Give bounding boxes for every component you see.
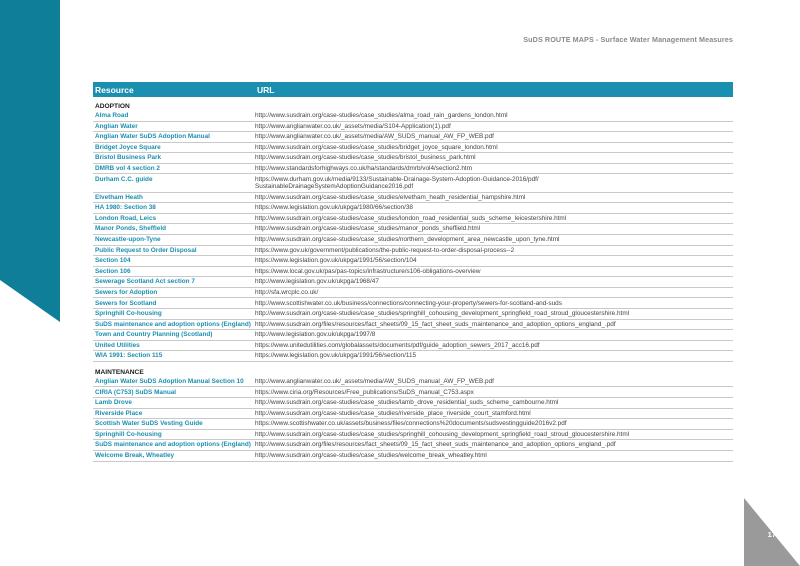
- resource-name: WIA 1991: Section 115: [95, 352, 163, 360]
- resource-url-link[interactable]: http://www.susdrain.org/case-studies/case_studies/riverside_place_riverside_court_stamford.html: [255, 409, 531, 417]
- resource-url-link[interactable]: https://www.durham.gov.uk/media/9133/Sustainable-Drainage-System-Adoption-Guidance-2016/pdf/: [255, 175, 539, 183]
- table-row: [93, 267, 733, 278]
- resource-name: Bridget Joyce Square: [95, 143, 161, 151]
- resource-url-cell: [255, 441, 733, 449]
- resource-url-cell: [255, 154, 733, 162]
- resource-url-link[interactable]: https://www.legislation.gov.uk/ukpga/1991/56/section/115: [255, 352, 417, 360]
- resource-url-cell: [255, 342, 733, 350]
- resource-url-link[interactable]: http://www.anglianwater.co.uk/_assets/media/AW_SUDS_manual_AW_FP_WEB.pdf: [255, 377, 494, 385]
- resource-name: Anglian Water: [95, 122, 138, 130]
- table-row: [93, 143, 733, 154]
- resource-table: [93, 82, 733, 462]
- resource-url-link[interactable]: http://www.susdrain.org/case-studies/case_studies/lamb_drove_residential_suds_scheme_cambourne.html: [255, 399, 559, 407]
- table-row: [93, 430, 733, 441]
- resource-url-cell: [255, 410, 733, 418]
- resource-url-link[interactable]: http://www.susdrain.org/case-studies/case_studies/alma_road_rain_gardens_london.html: [255, 112, 508, 120]
- resource-name: Sewers for Scotland: [95, 299, 157, 307]
- resource-name: Manor Ponds, Sheffield: [95, 225, 167, 233]
- resource-url-cell: [255, 236, 733, 244]
- resource-url-link[interactable]: http://www.susdrain.org/case-studies/case_studies/bridget_joyce_square_london.html: [255, 143, 498, 151]
- resource-url-link[interactable]: https://www.legislation.gov.uk/ukpga/1980/66/section/38: [255, 204, 413, 212]
- resource-url-cell: [255, 204, 733, 212]
- resource-name: SuDS maintenance and adoption options (England): [95, 441, 251, 449]
- resource-name: SuDS maintenance and adoption options (England): [95, 320, 251, 328]
- table-row: [93, 246, 733, 257]
- table-row: [93, 398, 733, 409]
- table-row: [93, 153, 733, 164]
- column-header-resource: Resource: [95, 84, 134, 95]
- resource-name: Bristol Business Park: [95, 154, 162, 162]
- table-row: [93, 111, 733, 122]
- resource-name: Anglian Water SuDS Adoption Manual Section 10: [95, 377, 244, 385]
- resource-url-link[interactable]: https://www.local.gov.uk/pas/pas-topics/infrastructure/s106-obligations-overview: [255, 267, 481, 275]
- resource-name: CIRIA (C753) SuDS Manual: [95, 388, 177, 396]
- resource-url-link[interactable]: http://www.susdrain.org/case-studies/case_studies/london_road_residential_suds_scheme_leicestershire.html: [255, 214, 567, 222]
- resource-url-cell: [255, 268, 733, 276]
- resource-url-link[interactable]: http://www.susdrain.org/files/resources/fact_sheets/09_15_fact_sheet_suds_maintenance_and_adoption_options_england_.pdf: [255, 320, 616, 328]
- adoption-rows: [93, 111, 733, 362]
- resource-url-link[interactable]: http://www.legislation.gov.uk/ukpga/1997/8: [255, 331, 376, 339]
- resource-url-link[interactable]: http://www.legislation.gov.uk/ukpga/1968/47: [255, 278, 379, 286]
- resource-name: Elvetham Heath: [95, 193, 143, 201]
- table-row: [93, 132, 733, 143]
- resource-url-link[interactable]: http://www.scottishwater.co.uk/business/connections/connecting-your-property/sewers-for-scotland-and-suds: [255, 299, 562, 307]
- resource-name: Section 106: [95, 267, 131, 275]
- resource-url-cell: [255, 225, 733, 233]
- resource-name: Scottish Water SuDS Vesting Guide: [95, 420, 203, 428]
- resource-url-link[interactable]: https://www.legislation.gov.uk/ukpga/1991/56/section/104: [255, 257, 417, 265]
- resource-name: Alma Road: [95, 112, 129, 120]
- resource-name: Springhill Co-housing: [95, 310, 162, 318]
- resource-name: Riverside Place: [95, 409, 143, 417]
- resource-url-link[interactable]: http://sfa.wrcplc.co.uk/: [255, 288, 319, 296]
- resource-name: DMRB vol 4 section 2: [95, 164, 160, 172]
- resource-url-cell: [255, 399, 733, 407]
- resource-url-link[interactable]: http://www.susdrain.org/case-studies/case_studies/welcome_break_wheatley.html: [255, 452, 487, 460]
- resource-name: Sewerage Scotland Act section 7: [95, 278, 195, 286]
- resource-url-link[interactable]: https://www.unitedutilities.com/globalassets/documents/pdf/guide_adoption_sewers_2017_acc16.pdf: [255, 341, 540, 349]
- resource-name: Welcome Break, Wheatley: [95, 452, 175, 460]
- resource-url-cell: [255, 452, 733, 460]
- resource-url-cell: [255, 144, 733, 152]
- resource-url-link[interactable]: https://www.ciria.org/Resources/Free_publications/SuDS_manual_C753.aspx: [255, 388, 474, 396]
- table-row: [93, 214, 733, 225]
- resource-url-cell: [255, 378, 733, 386]
- resource-url-link[interactable]: http://www.susdrain.org/files/resources/fact_sheets/09_15_fact_sheet_suds_maintenance_and_adoption_options_england_.pdf: [255, 441, 616, 449]
- table-row: [93, 419, 733, 430]
- table-row: [93, 224, 733, 235]
- resource-url-cell: [255, 257, 733, 265]
- table-row: [93, 235, 733, 246]
- section-heading-adoption: ADOPTION: [95, 103, 130, 110]
- resource-url-link[interactable]: http://www.anglianwater.co.uk/_assets/media/S104-Application(1).pdf: [255, 122, 451, 130]
- table-row: [93, 320, 733, 331]
- resource-url-link[interactable]: http://www.susdrain.org/case-studies/case_studies/springhill_cohousing_development_springfield_road_stroud_gloucestershire.html: [255, 310, 630, 318]
- table-row: [93, 451, 733, 462]
- resource-url-cell: [255, 247, 733, 255]
- resource-url-cell: [255, 123, 733, 131]
- table-row: [93, 277, 733, 288]
- resource-url-link[interactable]: http://www.susdrain.org/case-studies/case_studies/northern_development_area_newcastle_upon_tyne.html: [255, 236, 560, 244]
- table-row: [93, 193, 733, 204]
- resource-url-cell: [255, 112, 733, 120]
- resource-name: Lamb Drove: [95, 399, 132, 407]
- resource-name: London Road, Leics: [95, 214, 157, 222]
- table-row: [93, 387, 733, 398]
- resource-name: Sewers for Adoption: [95, 288, 158, 296]
- resource-name: HA 1980: Section 38: [95, 204, 156, 212]
- section-heading-maintenance: MAINTENANCE: [95, 368, 144, 376]
- teal-corner-shape: [0, 0, 60, 322]
- resource-url-cell: [255, 310, 733, 318]
- resource-url-cell: [255, 389, 733, 397]
- table-row: [93, 256, 733, 267]
- table-row: [93, 409, 733, 420]
- table-header-row: [93, 82, 733, 97]
- column-header-url: URL: [257, 84, 275, 95]
- resource-name: Springhill Co-housing: [95, 430, 162, 438]
- resource-url-cell: [255, 165, 733, 173]
- resource-url-cell: [255, 215, 733, 223]
- table-row: [93, 341, 733, 352]
- resource-name: Town and Country Planning (Scotland): [95, 331, 213, 339]
- table-row: [93, 122, 733, 133]
- resource-url-cell: [255, 431, 733, 439]
- resource-url-link[interactable]: http://www.susdrain.org/case-studies/case_studies/elvetham_heath_residential_hampshire.html: [255, 193, 526, 201]
- resource-name: Anglian Water SuDS Adoption Manual: [95, 133, 210, 141]
- resource-url-cell: [255, 194, 733, 202]
- resource-url-cell: [255, 133, 733, 141]
- resource-url-cell: [255, 300, 733, 308]
- table-row: [93, 288, 733, 299]
- table-row: [93, 164, 733, 175]
- resource-url-cell: [255, 420, 733, 428]
- resource-name: United Utilities: [95, 341, 140, 349]
- table-row: [93, 440, 733, 451]
- resource-name: Public Request to Order Disposal: [95, 246, 197, 254]
- page-number: 17: [767, 530, 776, 539]
- resource-url-cell: [255, 352, 733, 360]
- resource-url-link-continued[interactable]: SustainableDrainageSystemAdoptionGuidance2016.pdf: [255, 183, 414, 191]
- resource-url-link[interactable]: http://www.susdrain.org/case-studies/case_studies/springhill_cohousing_development_springfield_road_stroud_gloucestershire.html: [255, 430, 630, 438]
- resource-url-cell: [255, 278, 733, 286]
- resource-url-link[interactable]: http://www.susdrain.org/case-studies/case_studies/bristol_business_park.html: [255, 154, 476, 162]
- table-row: [93, 174, 733, 192]
- table-row: [93, 309, 733, 320]
- resource-url-link[interactable]: https://www.scottishwater.co.uk/assets/business/files/connections%20documents/sudsvestingguide2016v2.pdf: [255, 420, 567, 428]
- resource-url-cell: [255, 289, 733, 297]
- page-header-title: SuDS ROUTE MAPS - Surface Water Management Measures: [523, 35, 733, 44]
- resource-url-link[interactable]: http://www.susdrain.org/case-studies/case_studies/manor_ponds_sheffield.html: [255, 225, 481, 233]
- resource-url-cell: [255, 321, 733, 329]
- resource-url-cell: [255, 331, 733, 339]
- table-row: [93, 330, 733, 341]
- resource-name: Newcastle-upon-Tyne: [95, 236, 161, 244]
- table-row: [93, 377, 733, 388]
- resource-url-link[interactable]: https://www.gov.uk/government/publications/the-public-request-to-order-disposal-process--2: [255, 246, 515, 254]
- table-row: [93, 203, 733, 214]
- resource-name: Durham C.C. guide: [95, 175, 153, 183]
- resource-url-link[interactable]: http://www.anglianwater.co.uk/_assets/media/AW_SUDS_manual_AW_FP_WEB.pdf: [255, 133, 494, 141]
- table-row: [93, 298, 733, 309]
- table-row: [93, 351, 733, 362]
- resource-name: Section 104: [95, 257, 131, 265]
- resource-url-link[interactable]: http://www.standardsforhighways.co.uk/ha/standards/dmrb/vol4/section2.htm: [255, 164, 473, 172]
- maintenance-rows: [93, 377, 733, 462]
- resource-url-cell: [255, 176, 733, 191]
